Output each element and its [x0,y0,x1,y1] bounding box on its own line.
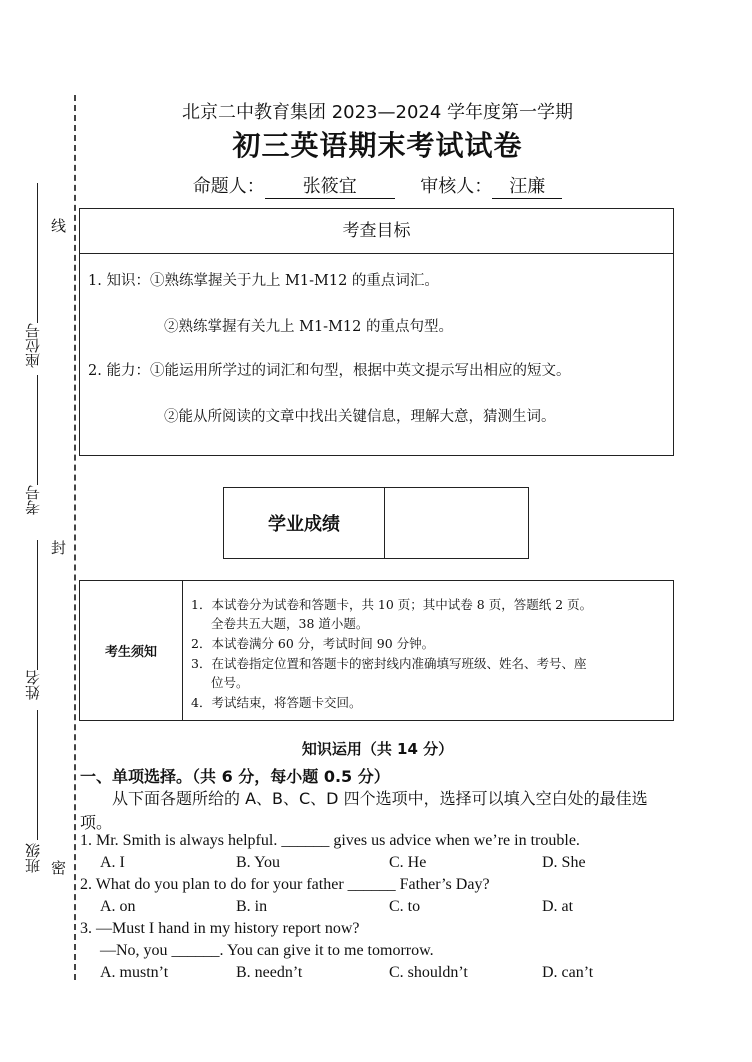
question-stem: 3. —Must I hand in my history report now? [80,920,360,937]
goals-box [79,208,674,456]
reviewer-label: 审核人： [420,176,493,197]
seal-mark-secret: 密 [49,860,67,875]
question-option: A. mustn’t [100,964,169,981]
setter-label: 命题人： [192,176,265,197]
question-option: B. You [236,854,281,871]
question-option: C. He [389,854,427,871]
authors-line [80,172,675,199]
setter-name: 张筱宜 [265,172,395,199]
seat-label: 座位号 [24,323,42,368]
notice-item: 2．本试卷满分 60 分，考试时间 90 分钟。 [191,636,435,651]
notice-item: 位号。 [211,675,249,690]
question-option: B. in [236,898,268,915]
score-value-cell[interactable] [385,488,528,558]
score-label: 学业成绩 [224,488,385,558]
question-option: B. needn’t [236,964,303,981]
seal-mark-line: 线 [49,218,67,233]
exam-title: 初三英语期末考试试卷 [232,129,523,162]
goal-ability-1: 2. 能力：①能运用所学过的词汇和句型，根据中英文提示写出相应的短文。 [88,363,571,379]
goal-knowledge-1: 1. 知识：①熟练掌握关于九上 M1-M12 的重点词汇。 [88,273,439,289]
name-field-line [37,540,38,670]
question-stem: 1. Mr. Smith is always helpful. ______ gives us advice when we’re in trouble. [80,832,580,849]
question-option: D. can’t [542,964,594,981]
goal-ability-2: ②能从所阅读的文章中找出关键信息，理解大意，猜测生词。 [164,409,556,425]
notice-list [183,581,673,720]
name-label: 姓名 [24,670,42,700]
seal-line [74,95,76,980]
score-box [223,487,529,559]
question-option: C. to [389,898,421,915]
notice-item: 4．考试结束，将答题卡交回。 [191,695,362,710]
notice-box [79,580,674,721]
notice-label: 考生须知 [80,581,183,720]
notice-item: 全卷共五大题，38 道小题。 [211,616,369,631]
reviewer-name: 汪廉 [492,172,562,199]
question-stem-reply: —No, you ______. You can give it to me tomorrow. [100,942,434,959]
seat-field-line [37,183,38,323]
question-option: D. She [542,854,586,871]
class-field-line [37,710,38,840]
notice-item: 1．本试卷分为试卷和答题卡，共 10 页；其中试卷 8 页，答题纸 2 页。 [191,597,593,612]
class-label: 班级 [24,843,42,873]
seal-mark-seal: 封 [49,540,67,555]
notice-item: 3．在试卷指定位置和答题卡的密封线内准确填写班级、姓名、考号、座 [191,656,587,671]
part-title: 一、单项选择。（共 6 分，每小题 0.5 分） [80,767,390,786]
goal-knowledge-2: ②熟练掌握有关九上 M1-M12 的重点句型。 [164,319,453,335]
section-title: 知识运用（共 14 分） [301,740,454,758]
exam-no-field-line [37,375,38,485]
question-option: D. at [542,898,574,915]
exam-no-label: 考号 [24,485,42,515]
school-term-line: 北京二中教育集团 2023—2024 学年度第一学期 [181,102,574,123]
part-instruction: 从下面各题所给的 A、B、C、D 四个选项中，选择可以填入空白处的最佳选项。 [80,789,648,832]
question-option: A. on [100,898,136,915]
question-option: A. I [100,854,125,871]
question-option: C. shouldn’t [389,964,468,981]
goals-heading: 考查目标 [80,209,673,254]
question-stem: 2. What do you plan to do for your father ______ Father’s Day? [80,876,490,893]
